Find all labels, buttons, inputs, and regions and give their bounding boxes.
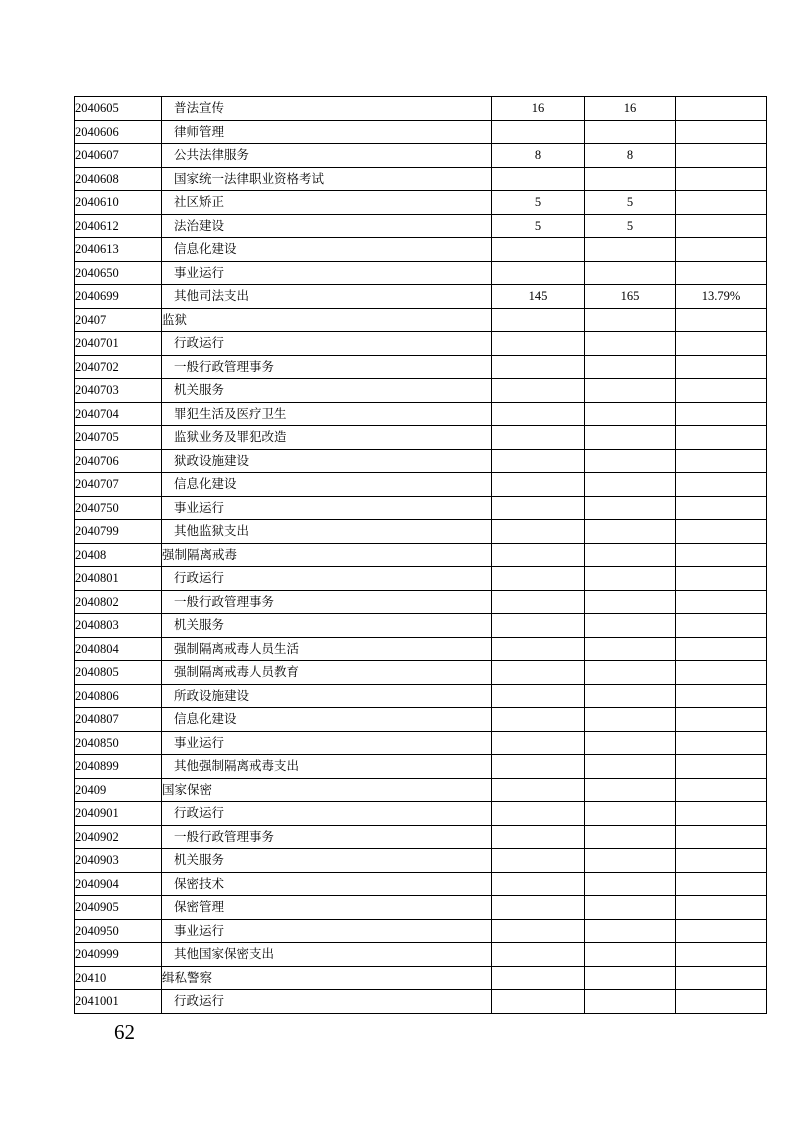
table-row: [75, 473, 767, 497]
subject-name-cell: 机关服务: [162, 379, 492, 403]
value-1-cell: [492, 402, 585, 426]
change-rate-cell: [676, 825, 767, 849]
table-row: [75, 449, 767, 473]
subject-code-cell: 2040650: [75, 261, 162, 285]
value-2-cell: [585, 849, 676, 873]
table-row: [75, 614, 767, 638]
value-2-cell: [585, 919, 676, 943]
subject-code-cell: 2040608: [75, 167, 162, 191]
table-row: [75, 520, 767, 544]
subject-code-cell: 2040613: [75, 238, 162, 262]
table-row: [75, 990, 767, 1014]
subject-name-cell: 机关服务: [162, 849, 492, 873]
subject-code-cell: 2040702: [75, 355, 162, 379]
subject-name-cell: 保密技术: [162, 872, 492, 896]
value-1-cell: [492, 708, 585, 732]
table-row: [75, 332, 767, 356]
value-1-cell: [492, 167, 585, 191]
change-rate-cell: [676, 849, 767, 873]
value-2-cell: 5: [585, 214, 676, 238]
value-1-cell: [492, 614, 585, 638]
value-2-cell: [585, 496, 676, 520]
subject-name-cell: 国家统一法律职业资格考试: [162, 167, 492, 191]
value-2-cell: [585, 332, 676, 356]
value-2-cell: [585, 449, 676, 473]
subject-code-cell: 2040950: [75, 919, 162, 943]
subject-code-cell: 2040701: [75, 332, 162, 356]
subject-name-cell: 律师管理: [162, 120, 492, 144]
subject-name-cell: 保密管理: [162, 896, 492, 920]
value-1-cell: 5: [492, 214, 585, 238]
value-2-cell: [585, 637, 676, 661]
change-rate-cell: [676, 449, 767, 473]
change-rate-cell: [676, 355, 767, 379]
subject-code-cell: 20409: [75, 778, 162, 802]
subject-name-cell: 行政运行: [162, 567, 492, 591]
subject-name-cell: 信息化建设: [162, 473, 492, 497]
subject-name-cell: 行政运行: [162, 802, 492, 826]
subject-code-cell: 2040807: [75, 708, 162, 732]
table-row: [75, 261, 767, 285]
subject-name-cell: 普法宣传: [162, 97, 492, 121]
change-rate-cell: [676, 167, 767, 191]
change-rate-cell: [676, 214, 767, 238]
subject-name-cell: 行政运行: [162, 990, 492, 1014]
subject-name-cell: 信息化建设: [162, 708, 492, 732]
value-1-cell: [492, 637, 585, 661]
value-2-cell: [585, 825, 676, 849]
table-row: [75, 426, 767, 450]
value-2-cell: [585, 661, 676, 685]
table-row: [75, 896, 767, 920]
value-1-cell: [492, 449, 585, 473]
table-row: [75, 755, 767, 779]
change-rate-cell: [676, 473, 767, 497]
subject-name-cell: 一般行政管理事务: [162, 825, 492, 849]
subject-name-cell: 行政运行: [162, 332, 492, 356]
subject-code-cell: 2040750: [75, 496, 162, 520]
value-1-cell: 8: [492, 144, 585, 168]
table-row: [75, 120, 767, 144]
subject-name-cell: 一般行政管理事务: [162, 355, 492, 379]
subject-name-cell: 监狱业务及罪犯改造: [162, 426, 492, 450]
subject-code-cell: 2040607: [75, 144, 162, 168]
subject-code-cell: 2040999: [75, 943, 162, 967]
table-row: [75, 97, 767, 121]
value-1-cell: [492, 943, 585, 967]
value-2-cell: [585, 684, 676, 708]
table-row: [75, 167, 767, 191]
change-rate-cell: [676, 144, 767, 168]
subject-name-cell: 法治建设: [162, 214, 492, 238]
subject-name-cell: 强制隔离戒毒人员教育: [162, 661, 492, 685]
subject-name-cell: 其他司法支出: [162, 285, 492, 309]
value-1-cell: [492, 543, 585, 567]
subject-code-cell: 2040610: [75, 191, 162, 215]
subject-code-cell: 2040803: [75, 614, 162, 638]
subject-code-cell: 2040707: [75, 473, 162, 497]
table-row: [75, 567, 767, 591]
value-2-cell: [585, 872, 676, 896]
value-2-cell: [585, 238, 676, 262]
subject-code-cell: 2040903: [75, 849, 162, 873]
subject-code-cell: 2041001: [75, 990, 162, 1014]
table-row: [75, 402, 767, 426]
value-2-cell: [585, 473, 676, 497]
table-row: [75, 778, 767, 802]
value-1-cell: [492, 778, 585, 802]
subject-name-cell: 强制隔离戒毒: [162, 543, 492, 567]
value-1-cell: [492, 731, 585, 755]
subject-code-cell: 2040901: [75, 802, 162, 826]
change-rate-cell: 13.79%: [676, 285, 767, 309]
table-row: [75, 684, 767, 708]
value-2-cell: 8: [585, 144, 676, 168]
change-rate-cell: [676, 661, 767, 685]
value-2-cell: [585, 261, 676, 285]
value-2-cell: [585, 379, 676, 403]
value-2-cell: [585, 802, 676, 826]
value-2-cell: [585, 896, 676, 920]
value-2-cell: [585, 308, 676, 332]
value-2-cell: [585, 590, 676, 614]
value-2-cell: [585, 167, 676, 191]
table-row: [75, 825, 767, 849]
change-rate-cell: [676, 778, 767, 802]
table-row: [75, 919, 767, 943]
subject-code-cell: 20407: [75, 308, 162, 332]
value-1-cell: [492, 919, 585, 943]
subject-code-cell: 2040705: [75, 426, 162, 450]
subject-name-cell: 机关服务: [162, 614, 492, 638]
subject-name-cell: 事业运行: [162, 731, 492, 755]
table-row: [75, 849, 767, 873]
change-rate-cell: [676, 872, 767, 896]
change-rate-cell: [676, 496, 767, 520]
change-rate-cell: [676, 755, 767, 779]
value-2-cell: [585, 755, 676, 779]
table-row: [75, 802, 767, 826]
subject-code-cell: 2040905: [75, 896, 162, 920]
value-1-cell: [492, 308, 585, 332]
value-2-cell: [585, 943, 676, 967]
table-row: [75, 637, 767, 661]
subject-code-cell: 2040704: [75, 402, 162, 426]
subject-name-cell: 所政设施建设: [162, 684, 492, 708]
subject-name-cell: 事业运行: [162, 261, 492, 285]
value-2-cell: 5: [585, 191, 676, 215]
value-1-cell: [492, 120, 585, 144]
subject-name-cell: 罪犯生活及医疗卫生: [162, 402, 492, 426]
value-2-cell: [585, 567, 676, 591]
value-1-cell: 145: [492, 285, 585, 309]
subject-code-cell: 2040850: [75, 731, 162, 755]
table-row: [75, 496, 767, 520]
subject-name-cell: 其他强制隔离戒毒支出: [162, 755, 492, 779]
change-rate-cell: [676, 543, 767, 567]
budget-table: [74, 96, 767, 1014]
page-number: 62: [114, 1020, 135, 1044]
subject-name-cell: 监狱: [162, 308, 492, 332]
table-row: [75, 731, 767, 755]
value-1-cell: [492, 261, 585, 285]
value-1-cell: [492, 473, 585, 497]
table-row: [75, 966, 767, 990]
subject-code-cell: 2040606: [75, 120, 162, 144]
change-rate-cell: [676, 308, 767, 332]
value-2-cell: [585, 990, 676, 1014]
change-rate-cell: [676, 426, 767, 450]
subject-code-cell: 2040612: [75, 214, 162, 238]
value-1-cell: [492, 896, 585, 920]
change-rate-cell: [676, 379, 767, 403]
change-rate-cell: [676, 120, 767, 144]
change-rate-cell: [676, 708, 767, 732]
value-2-cell: 165: [585, 285, 676, 309]
value-1-cell: [492, 496, 585, 520]
subject-name-cell: 一般行政管理事务: [162, 590, 492, 614]
change-rate-cell: [676, 943, 767, 967]
value-2-cell: [585, 120, 676, 144]
value-2-cell: [585, 966, 676, 990]
change-rate-cell: [676, 896, 767, 920]
table-row: [75, 144, 767, 168]
value-2-cell: [585, 778, 676, 802]
subject-code-cell: 2040899: [75, 755, 162, 779]
table-row: [75, 214, 767, 238]
table-row: [75, 543, 767, 567]
value-1-cell: [492, 520, 585, 544]
value-2-cell: [585, 520, 676, 544]
subject-name-cell: 狱政设施建设: [162, 449, 492, 473]
change-rate-cell: [676, 802, 767, 826]
subject-name-cell: 国家保密: [162, 778, 492, 802]
change-rate-cell: [676, 990, 767, 1014]
subject-name-cell: 事业运行: [162, 496, 492, 520]
table-row: [75, 191, 767, 215]
subject-code-cell: 2040804: [75, 637, 162, 661]
change-rate-cell: [676, 684, 767, 708]
table-row: [75, 943, 767, 967]
value-1-cell: [492, 355, 585, 379]
table-row: [75, 708, 767, 732]
value-2-cell: [585, 731, 676, 755]
change-rate-cell: [676, 567, 767, 591]
subject-code-cell: 2040802: [75, 590, 162, 614]
subject-name-cell: 强制隔离戒毒人员生活: [162, 637, 492, 661]
change-rate-cell: [676, 966, 767, 990]
subject-name-cell: 公共法律服务: [162, 144, 492, 168]
change-rate-cell: [676, 590, 767, 614]
value-2-cell: [585, 708, 676, 732]
change-rate-cell: [676, 97, 767, 121]
value-1-cell: 5: [492, 191, 585, 215]
change-rate-cell: [676, 614, 767, 638]
change-rate-cell: [676, 402, 767, 426]
subject-name-cell: 信息化建设: [162, 238, 492, 262]
change-rate-cell: [676, 238, 767, 262]
change-rate-cell: [676, 919, 767, 943]
subject-name-cell: 缉私警察: [162, 966, 492, 990]
subject-name-cell: 其他国家保密支出: [162, 943, 492, 967]
table-row: [75, 355, 767, 379]
table-row: [75, 379, 767, 403]
subject-code-cell: 2040699: [75, 285, 162, 309]
change-rate-cell: [676, 261, 767, 285]
value-1-cell: [492, 567, 585, 591]
change-rate-cell: [676, 332, 767, 356]
value-1-cell: [492, 684, 585, 708]
subject-code-cell: 20410: [75, 966, 162, 990]
value-2-cell: [585, 614, 676, 638]
value-1-cell: [492, 426, 585, 450]
table-row: [75, 661, 767, 685]
subject-name-cell: 其他监狱支出: [162, 520, 492, 544]
value-1-cell: [492, 661, 585, 685]
value-1-cell: [492, 966, 585, 990]
subject-code-cell: 2040904: [75, 872, 162, 896]
value-1-cell: [492, 990, 585, 1014]
value-1-cell: [492, 872, 585, 896]
value-1-cell: [492, 825, 585, 849]
change-rate-cell: [676, 520, 767, 544]
change-rate-cell: [676, 731, 767, 755]
value-2-cell: [585, 355, 676, 379]
subject-code-cell: 2040706: [75, 449, 162, 473]
subject-name-cell: 社区矫正: [162, 191, 492, 215]
subject-code-cell: 2040902: [75, 825, 162, 849]
budget-table-body: [75, 97, 767, 1014]
subject-code-cell: 2040806: [75, 684, 162, 708]
value-2-cell: [585, 402, 676, 426]
subject-code-cell: 2040703: [75, 379, 162, 403]
table-row: [75, 872, 767, 896]
change-rate-cell: [676, 637, 767, 661]
value-1-cell: 16: [492, 97, 585, 121]
value-1-cell: [492, 802, 585, 826]
table-row: [75, 285, 767, 309]
value-1-cell: [492, 238, 585, 262]
value-1-cell: [492, 379, 585, 403]
subject-code-cell: 2040605: [75, 97, 162, 121]
value-2-cell: [585, 543, 676, 567]
value-2-cell: [585, 426, 676, 450]
value-1-cell: [492, 590, 585, 614]
subject-code-cell: 2040801: [75, 567, 162, 591]
value-1-cell: [492, 755, 585, 779]
value-1-cell: [492, 332, 585, 356]
subject-code-cell: 20408: [75, 543, 162, 567]
subject-name-cell: 事业运行: [162, 919, 492, 943]
subject-code-cell: 2040805: [75, 661, 162, 685]
change-rate-cell: [676, 191, 767, 215]
value-2-cell: 16: [585, 97, 676, 121]
table-row: [75, 590, 767, 614]
table-row: [75, 238, 767, 262]
table-row: [75, 308, 767, 332]
subject-code-cell: 2040799: [75, 520, 162, 544]
value-1-cell: [492, 849, 585, 873]
